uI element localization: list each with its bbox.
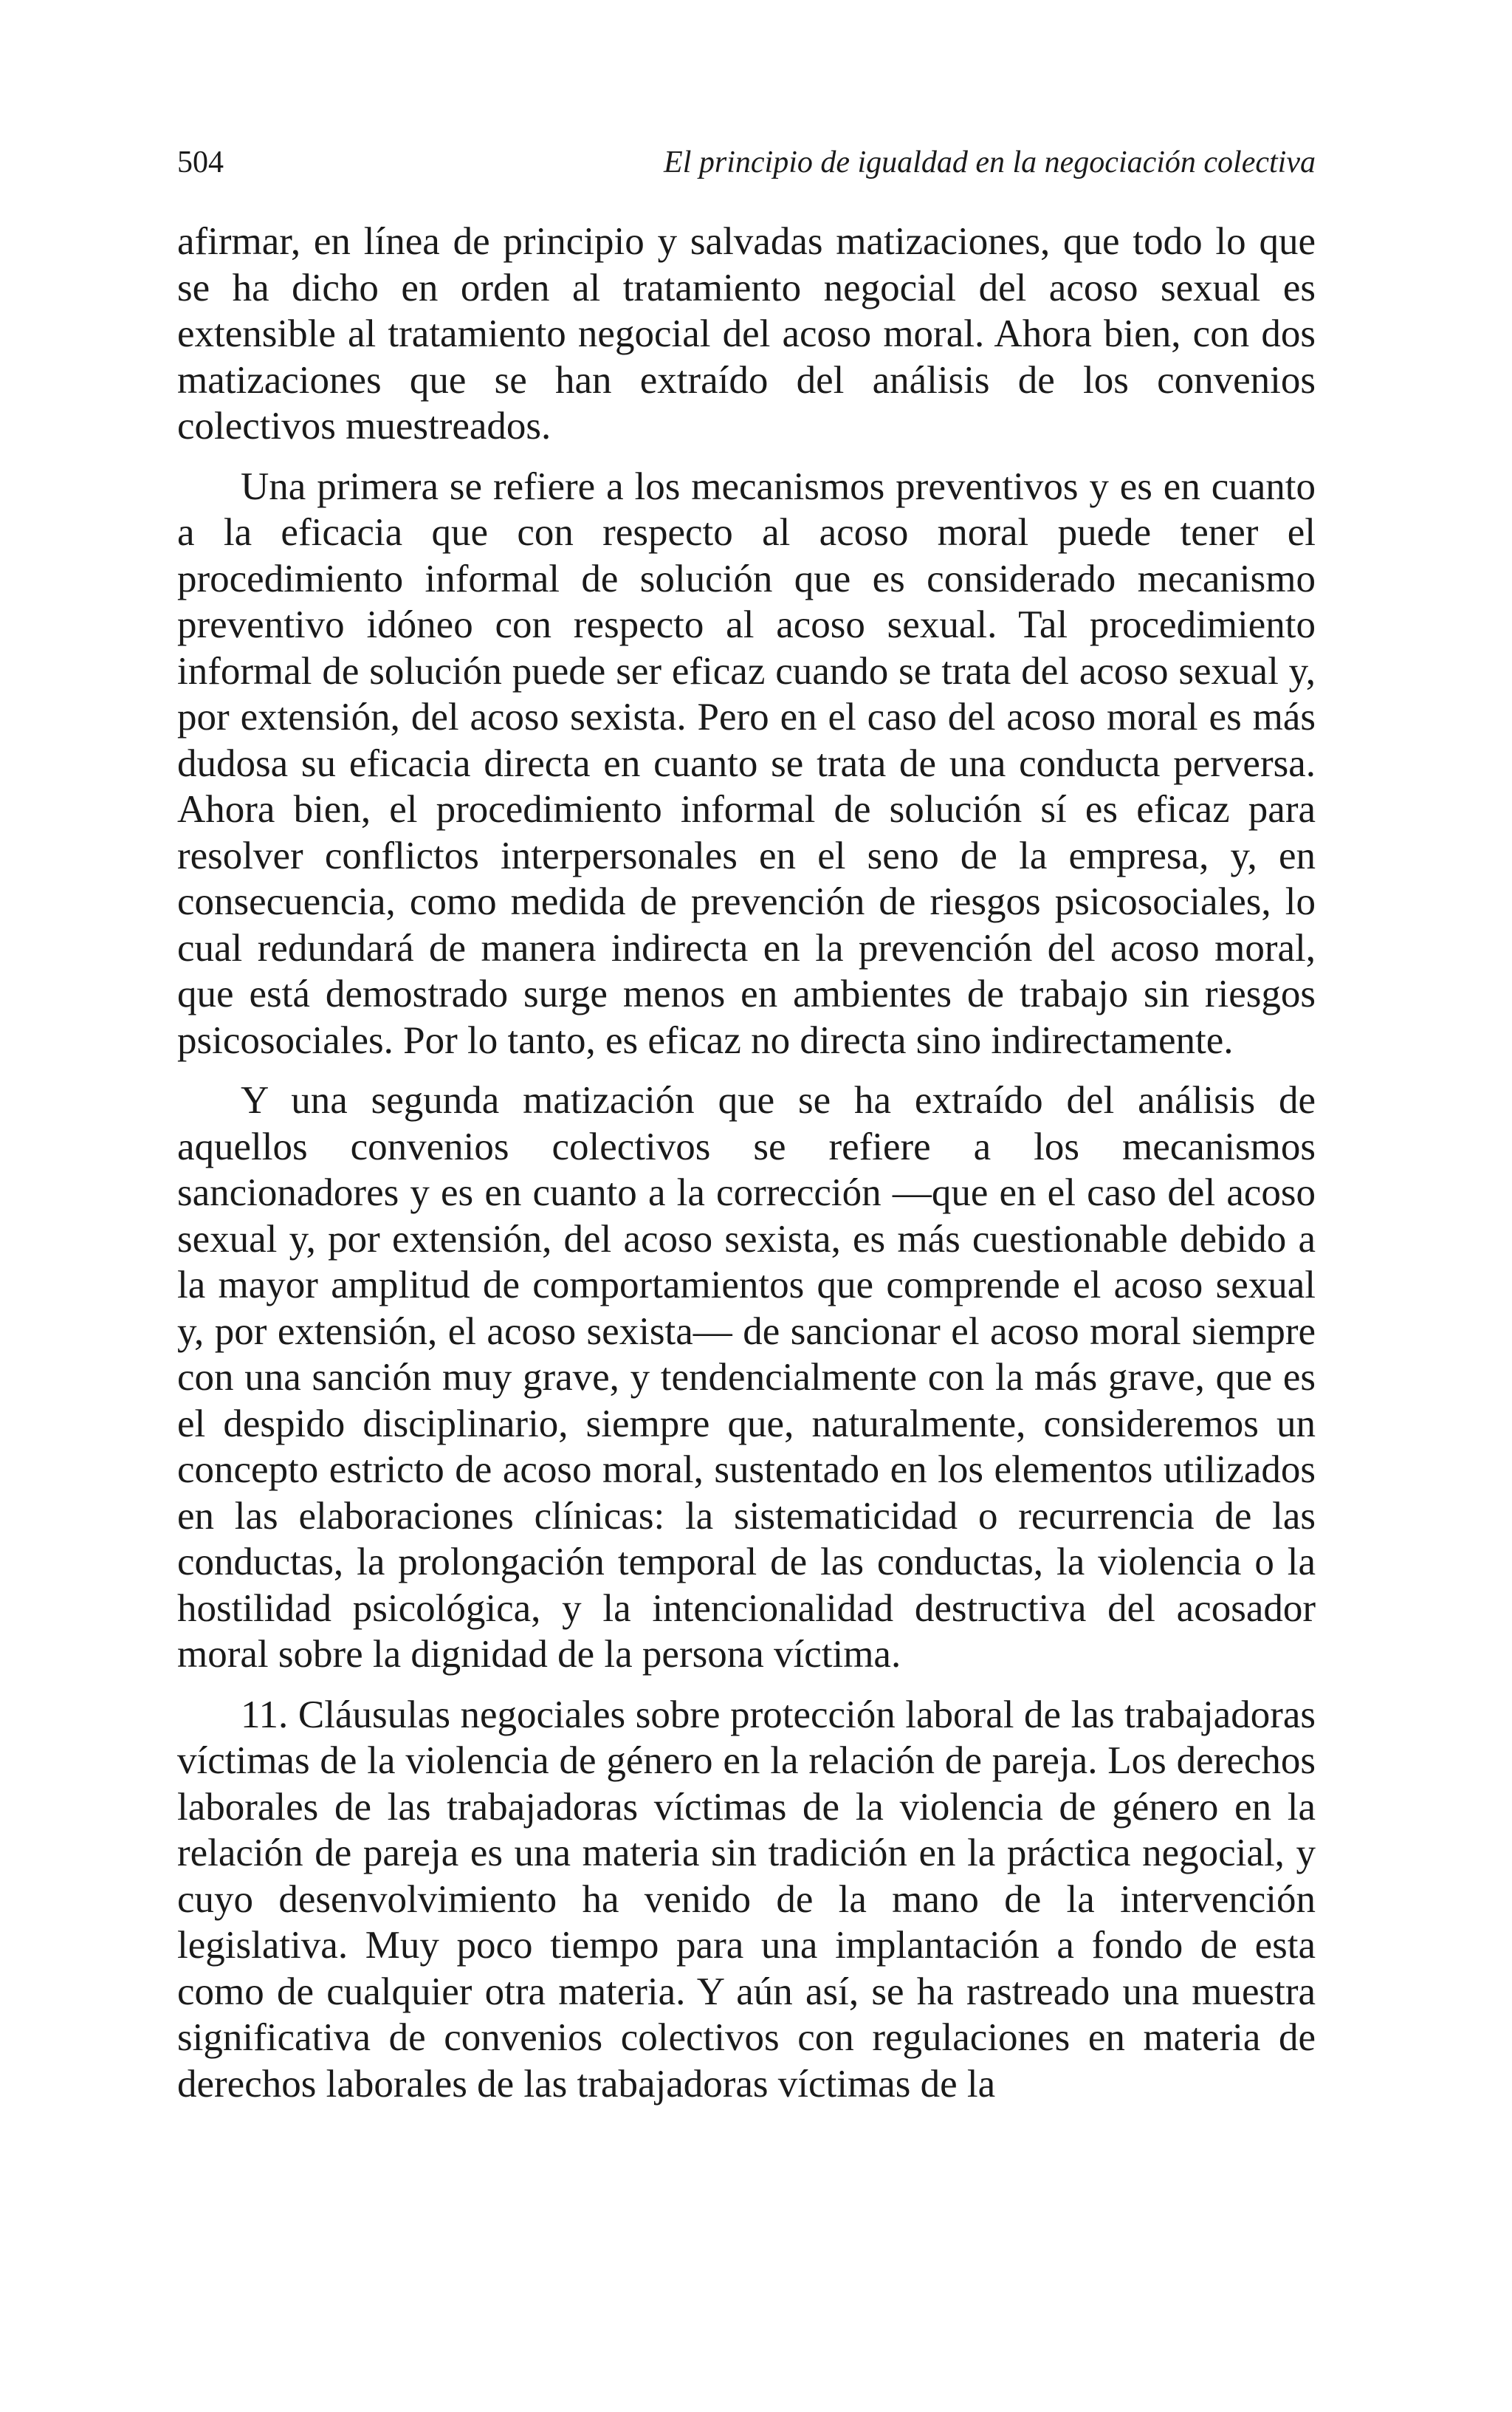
paragraph-section-11: 11. Cláusulas negociales sobre protección laboral de las trabajadoras víctimas de la violencia de género en la relación de pareja. Los derechos laborales de las trabajadoras víctimas de la violencia de género en la relación de pareja es una materia sin tradición en la práctica negocial, y cuyo desenvolvimiento ha venido de la mano de la intervención legislativa. Muy poco tiempo para una implantación a fondo de esta como de cualquier otra materia. Y aún así, se ha rastreado una muestra significativa de convenios colectivos con regulaciones en materia de derechos laborales de las trabajadoras víctimas de la	[177, 1693, 1316, 2106]
body-text	[177, 219, 1316, 2121]
running-title: El principio de igualdad en la negociación colectiva	[664, 145, 1316, 179]
running-header	[177, 142, 1316, 186]
paragraph: Una primera se refiere a los mecanismos preventivos y es en cuanto a la eficacia que con respecto al acoso moral puede tener el procedimiento informal de solución que es considerado mecanismo preventivo idóneo con respecto al acoso sexual. Tal procedimiento informal de solución puede ser eficaz cuando se trata del acoso sexual y, por extensión, del acoso sexista. Pero en el caso del acoso moral es más dudosa su eficacia directa en cuanto se trata de una conducta perversa. Ahora bien, el procedimiento informal de solución sí es eficaz para resolver conflictos interpersonales en el seno de la empresa, y, en consecuencia, como medida de prevención de riesgos psicosociales, lo cual redundará de manera indirecta en la prevención del acoso moral, que está demostrado surge menos en ambientes de trabajo sin riesgos psicosociales. Por lo tanto, es eficaz no directa sino indirectamente.	[177, 465, 1316, 1062]
page-number: 504	[177, 145, 224, 179]
document-page	[177, 0, 1316, 2412]
paragraph: Y una segunda matización que se ha extraído del análisis de aquellos convenios colectivos se refiere a los mecanismos sancionadores y es en cuanto a la corrección —que en el caso del acoso sexual y, por extensión, del acoso sexista, es más cuestionable debido a la mayor amplitud de comportamientos que comprende el acoso sexual y, por extensión, el acoso sexista— de sancionar el acoso moral siempre con una sanción muy grave, y tendencialmente con la más grave, que es el despido disciplinario, siempre que, naturalmente, consideremos un concepto estricto de acoso moral, sustentado en los elementos utilizados en las elaboraciones clínicas: la sistematicidad o recurrencia de las conductas, la prolongación temporal de las conductas, la violencia o la hostilidad psicológica, y la intencionalidad destructiva del acosador moral sobre la dignidad de la persona víctima.	[177, 1079, 1316, 1676]
paragraph-continuation: afirmar, en línea de principio y salvadas matizaciones, que todo lo que se ha dicho en orden al tratamiento negocial del acoso sexual es extensible al tratamiento negocial del acoso moral. Ahora bien, con dos matizaciones que se han extraído del análisis de los convenios colectivos muestreados.	[177, 220, 1316, 448]
